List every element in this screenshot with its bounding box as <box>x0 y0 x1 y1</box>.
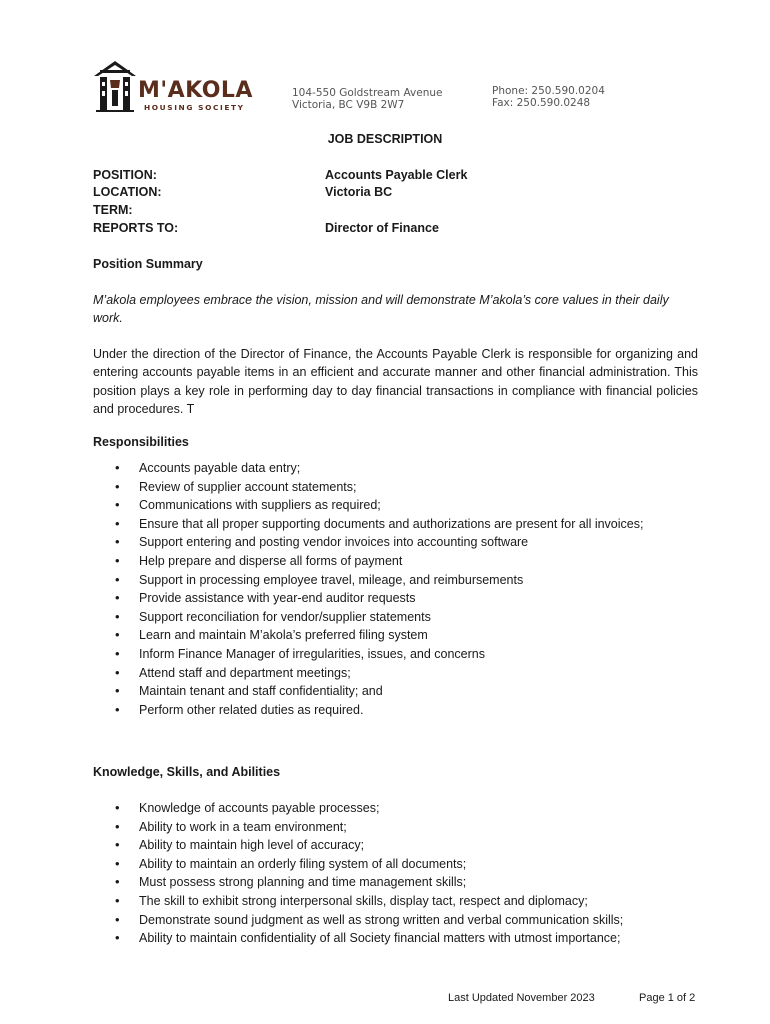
list-item: • Attend staff and department meetings; <box>93 664 698 683</box>
list-item: • Support in processing employee travel, mileage, and reimbursements <box>93 571 698 590</box>
position-summary-heading: Position Summary <box>93 257 203 271</box>
house-totem-logo-icon <box>92 58 138 114</box>
document-title: JOB DESCRIPTION <box>327 132 443 146</box>
list-item: • Review of supplier account statements; <box>93 478 698 497</box>
list-item: • Ability to maintain confidentiality of all Society financial matters with utmost importance; <box>93 929 698 948</box>
list-item: • Ability to work in a team environment; <box>93 818 698 837</box>
list-item: • Provide assistance with year-end auditor requests <box>93 589 698 608</box>
list-item: • Ensure that all proper supporting documents and authorizations are present for all invoices; <box>93 515 698 534</box>
responsibilities-list <box>93 459 698 719</box>
list-item: • Inform Finance Manager of irregularities, issues, and concerns <box>93 645 698 664</box>
list-item: • Perform other related duties as required. <box>93 701 698 720</box>
term-label: TERM: <box>93 203 133 217</box>
list-item: • Ability to maintain high level of accuracy; <box>93 836 698 855</box>
address-line-1: 104-550 Goldstream Avenue <box>292 87 443 99</box>
location-value: Victoria BC <box>325 185 393 199</box>
location-label: LOCATION: <box>93 185 162 199</box>
reports-to-value: Director of Finance <box>325 221 439 235</box>
list-item: • Support entering and posting vendor invoices into accounting software <box>93 533 698 552</box>
position-value: Accounts Payable Clerk <box>325 168 468 182</box>
brand-name: M'AKOLA <box>138 78 253 103</box>
list-item: • Knowledge of accounts payable processes; <box>93 799 698 818</box>
responsibilities-heading: Responsibilities <box>93 435 189 449</box>
last-updated: Last Updated November 2023 <box>448 992 595 1004</box>
ksa-list <box>93 799 698 948</box>
makola-logo <box>92 58 252 116</box>
list-item: • Maintain tenant and staff confidentiality; and <box>93 682 698 701</box>
list-item: • The skill to exhibit strong interpersonal skills, display tact, respect and diplomacy; <box>93 892 698 911</box>
summary-body: Under the direction of the Director of Finance, the Accounts Payable Clerk is responsible for organizing and entering accounts payable items in an efficient and accurate manner and other financial administration. This position plays a key role in performing day to day financial transactions in compliance with financial policies and procedures. T <box>93 347 698 416</box>
contact-block <box>492 85 605 109</box>
address-line-2: Victoria, BC V9B 2W7 <box>292 99 405 111</box>
list-item: • Accounts payable data entry; <box>93 459 698 478</box>
list-item: • Communications with suppliers as required; <box>93 496 698 515</box>
list-item: • Learn and maintain M’akola’s preferred filing system <box>93 626 698 645</box>
list-item: • Must possess strong planning and time management skills; <box>93 873 698 892</box>
fax-number: Fax: 250.590.0248 <box>492 97 591 109</box>
page-number: Page 1 of 2 <box>639 992 696 1004</box>
ksa-heading: Knowledge, Skills, and Abilities <box>93 765 281 779</box>
reports-to-label: REPORTS TO: <box>93 221 179 235</box>
list-item: • Help prepare and disperse all forms of payment <box>93 552 698 571</box>
letterhead <box>92 58 712 118</box>
list-item: • Demonstrate sound judgment as well as strong written and verbal communication skills; <box>93 911 698 930</box>
list-item: • Support reconciliation for vendor/supplier statements <box>93 608 698 627</box>
brand-subtitle: HOUSING SOCIETY <box>144 103 245 112</box>
summary-intro: M’akola employees embrace the vision, mission and will demonstrate M’akola’s core values in their daily work. <box>93 293 669 326</box>
position-label: POSITION: <box>93 168 157 182</box>
address-block <box>292 87 443 111</box>
phone-number: Phone: 250.590.0204 <box>492 85 605 97</box>
list-item: • Ability to maintain an orderly filing system of all documents; <box>93 855 698 874</box>
